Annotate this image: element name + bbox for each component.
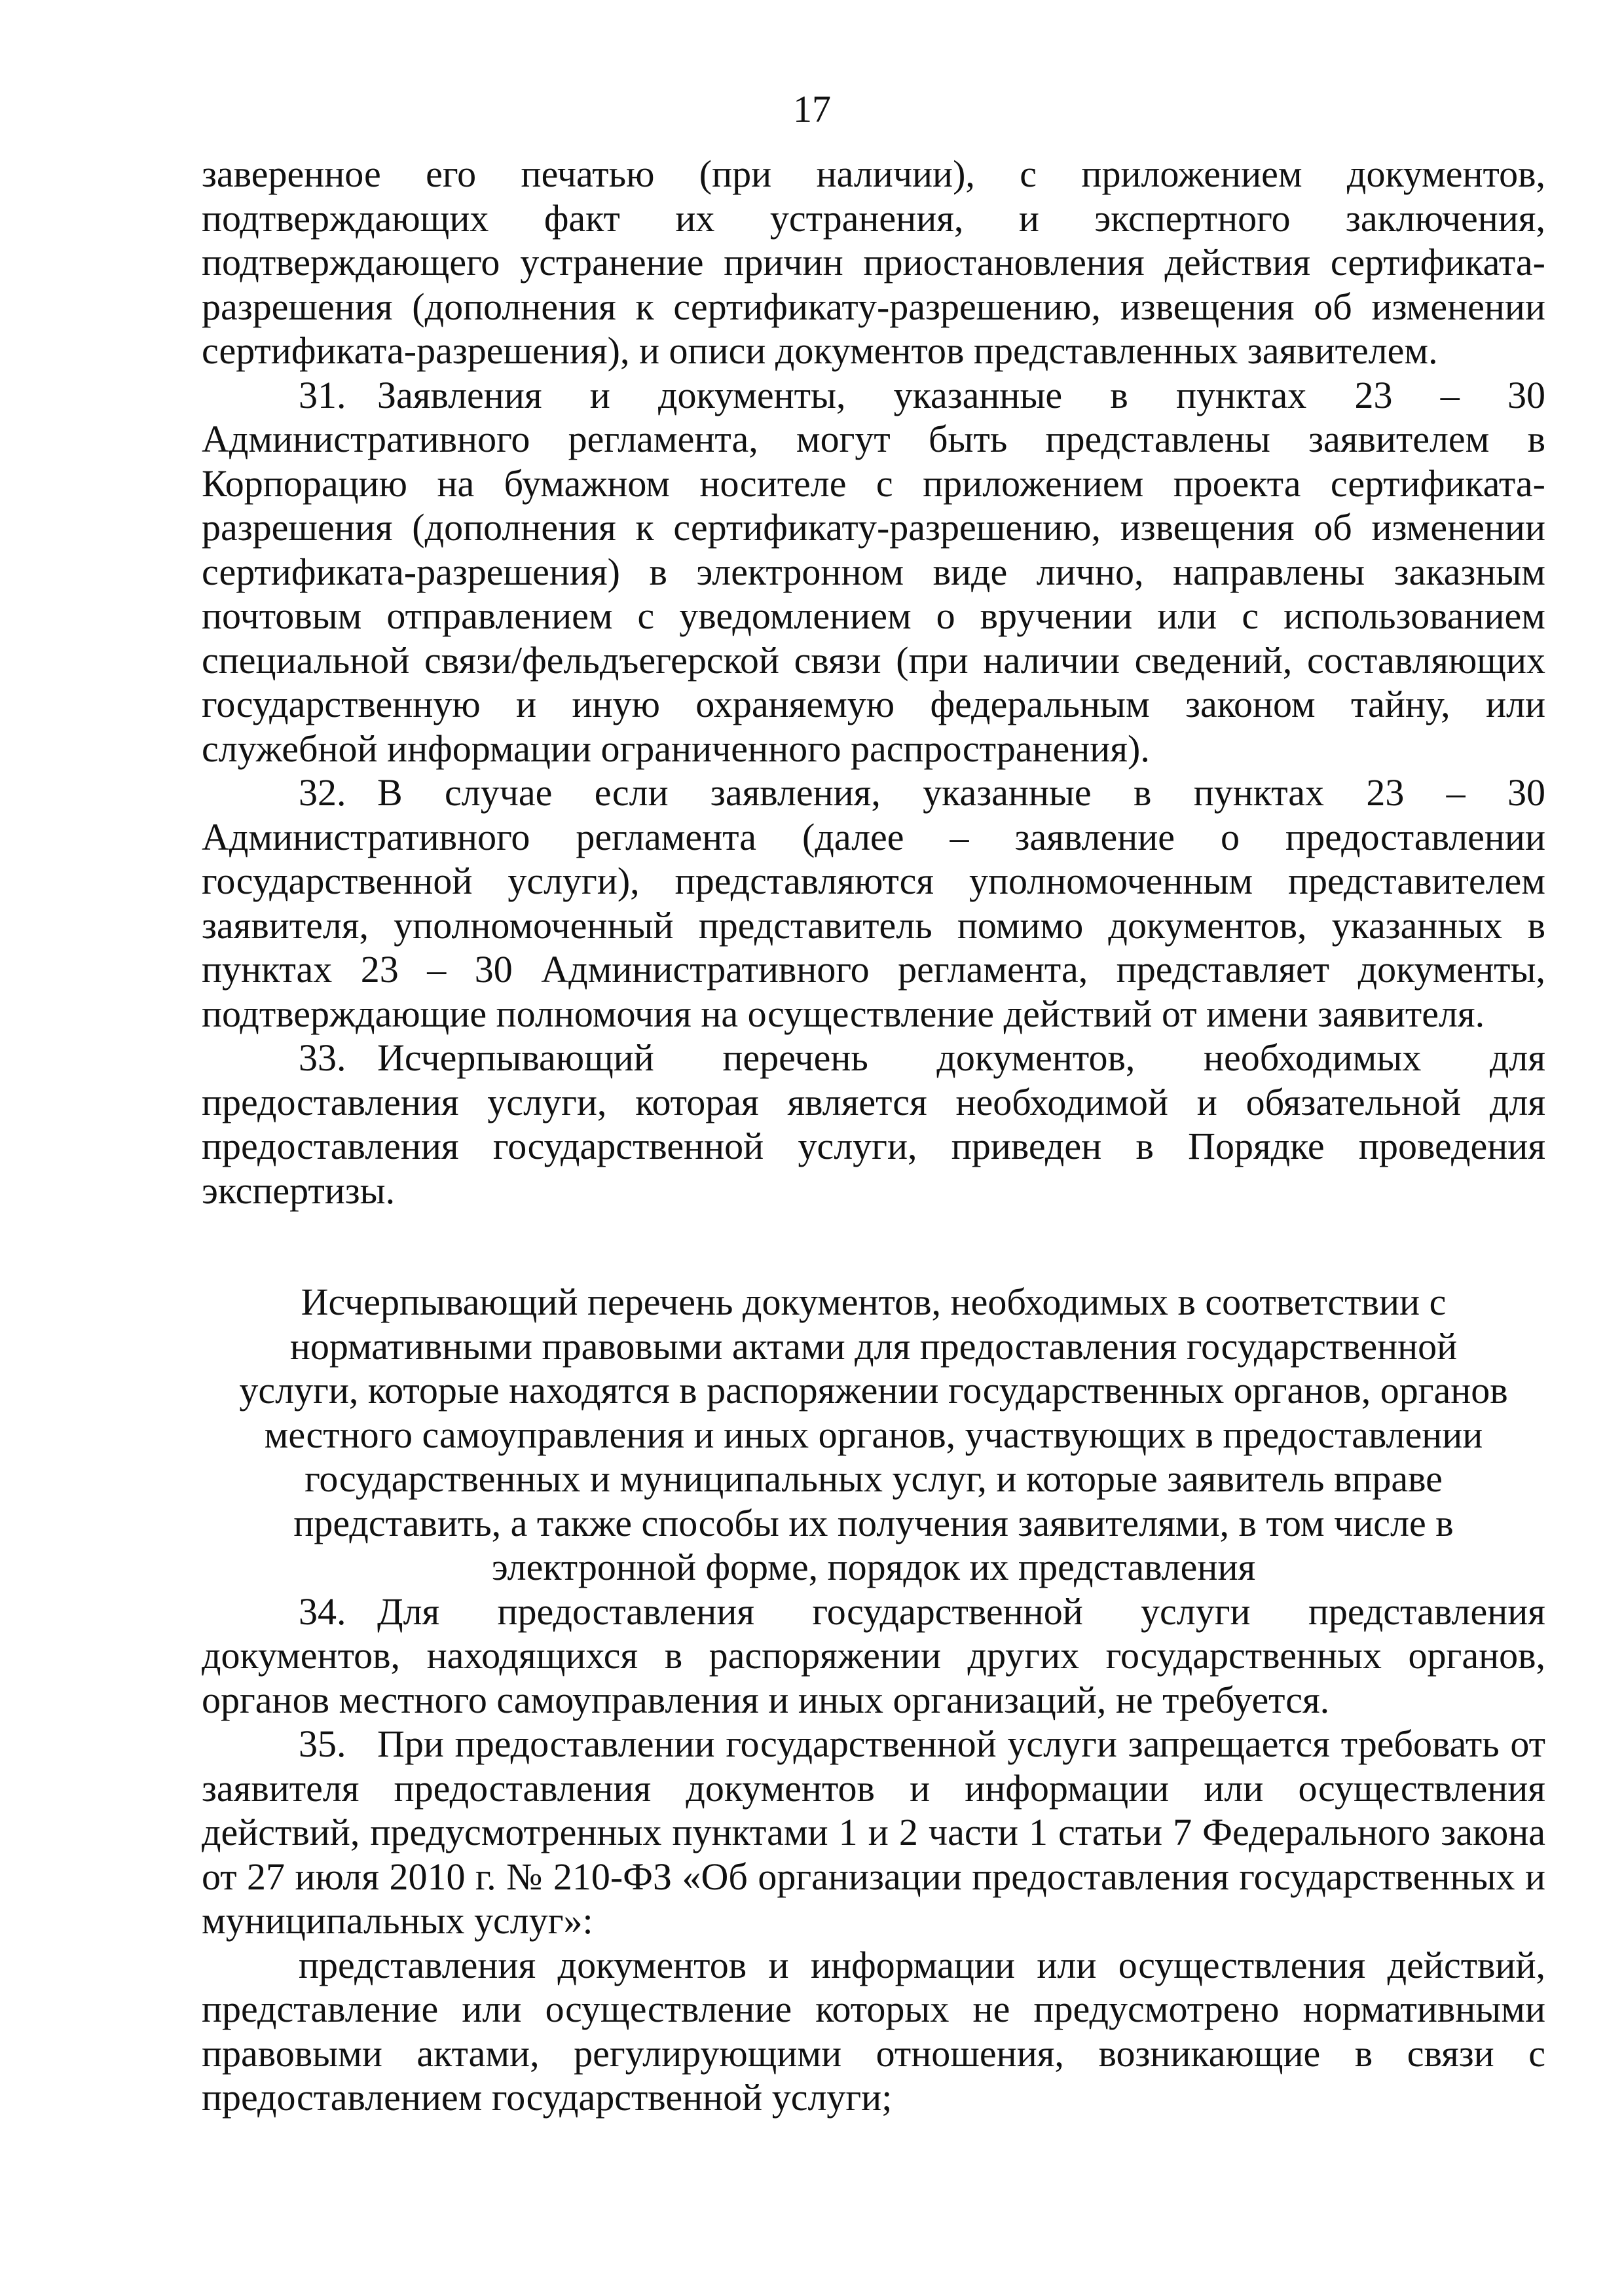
section-heading: Исчерпывающий перечень документов, необходимых в соответствии с нормативными правовыми актами для предоставления государственной услуги, которые находятся в распоряжении государственных органов, органов местного самоуправления и иных органов, участвующих в предоставлении государственных и муниципальных услуг, и которые заявитель вправе представить, а также способы их получения заявителями, в том числе в электронной форме, порядок их представления xyxy=(239,1281,1508,1588)
paragraph-text: Заявления и документы, указанные в пунктах 23 – 30 Административного регламента, могут быть представлены заявителем в Корпорацию на бумажном носителе с приложением проекта сертификата-разрешения (дополнения к сертификату-разрешению, извещения об изменении сертификата-разрешения) в электронном виде лично, направлены заказным почтовым отправлением с уведомлением о вручении или с использованием специальной связи/фельдъегерской связи (при наличии сведений, составляющих государственную и иную охраняемую федеральным законом тайну, или служебной информации ограниченного распространения). xyxy=(202,373,1545,770)
document-body xyxy=(202,152,1545,2120)
paragraph-number: 31. xyxy=(299,373,346,416)
paragraph-text: заверенное его печатью (при наличии), с приложением документов, подтверждающих факт их устранения, и экспертного заключения, подтверждающего устранение причин приостановления действия сертификата-разрешения (дополнения к сертификату-разрешению, извещения об изменении сертификата-разрешения), и описи документов представленных заявителем. xyxy=(202,153,1545,372)
paragraph-continuation xyxy=(202,152,1545,373)
paragraph-number: 34. xyxy=(299,1590,346,1633)
paragraph-text: Исчерпывающий перечень документов, необходимых для предоставления услуги, которая является необходимой и обязательной для предоставления государственной услуги, приведен в Порядке проведения экспертизы. xyxy=(202,1036,1545,1212)
sub-paragraph: представления документов и информации или осуществления действий, представление или осуществление которых не предусмотрено нормативными правовыми актами, регулирующими отношения, возникающие в связи с предоставлением государственной услуги; xyxy=(202,1943,1545,2119)
paragraph-33 xyxy=(202,1036,1545,1212)
paragraph-number: 35. xyxy=(299,1722,346,1765)
paragraph-number: 32. xyxy=(299,771,346,814)
paragraph-text: При предоставлении государственной услуги запрещается требовать от заявителя предоставления документов и информации или осуществления действий, предусмотренных пунктами 1 и 2 части 1 статьи 7 Федерального закона от 27 июля 2010 г. № 210-ФЗ «Об организации предоставления государственных и муниципальных услуг»: xyxy=(202,1722,1545,1942)
paragraph-text: В случае если заявления, указанные в пунктах 23 – 30 Административного регламента (далее – заявление о предоставлении государственной услуги), представляются уполномоченным представителем заявителя, уполномоченный представитель помимо документов, указанных в пунктах 23 – 30 Административного регламента, представляет документы, подтверждающие полномочия на осуществление действий от имени заявителя. xyxy=(202,771,1545,1035)
paragraph-34 xyxy=(202,1590,1545,1722)
paragraph-32 xyxy=(202,771,1545,1036)
paragraph-text: Для предоставления государственной услуги представления документов, находящихся в распоряжении других государственных органов, органов местного самоуправления и иных организаций, не требуется. xyxy=(202,1590,1545,1721)
paragraph-35 xyxy=(202,1722,1545,1943)
paragraph-number: 33. xyxy=(299,1036,346,1079)
paragraph-31 xyxy=(202,373,1545,771)
page-number: 17 xyxy=(793,88,831,130)
